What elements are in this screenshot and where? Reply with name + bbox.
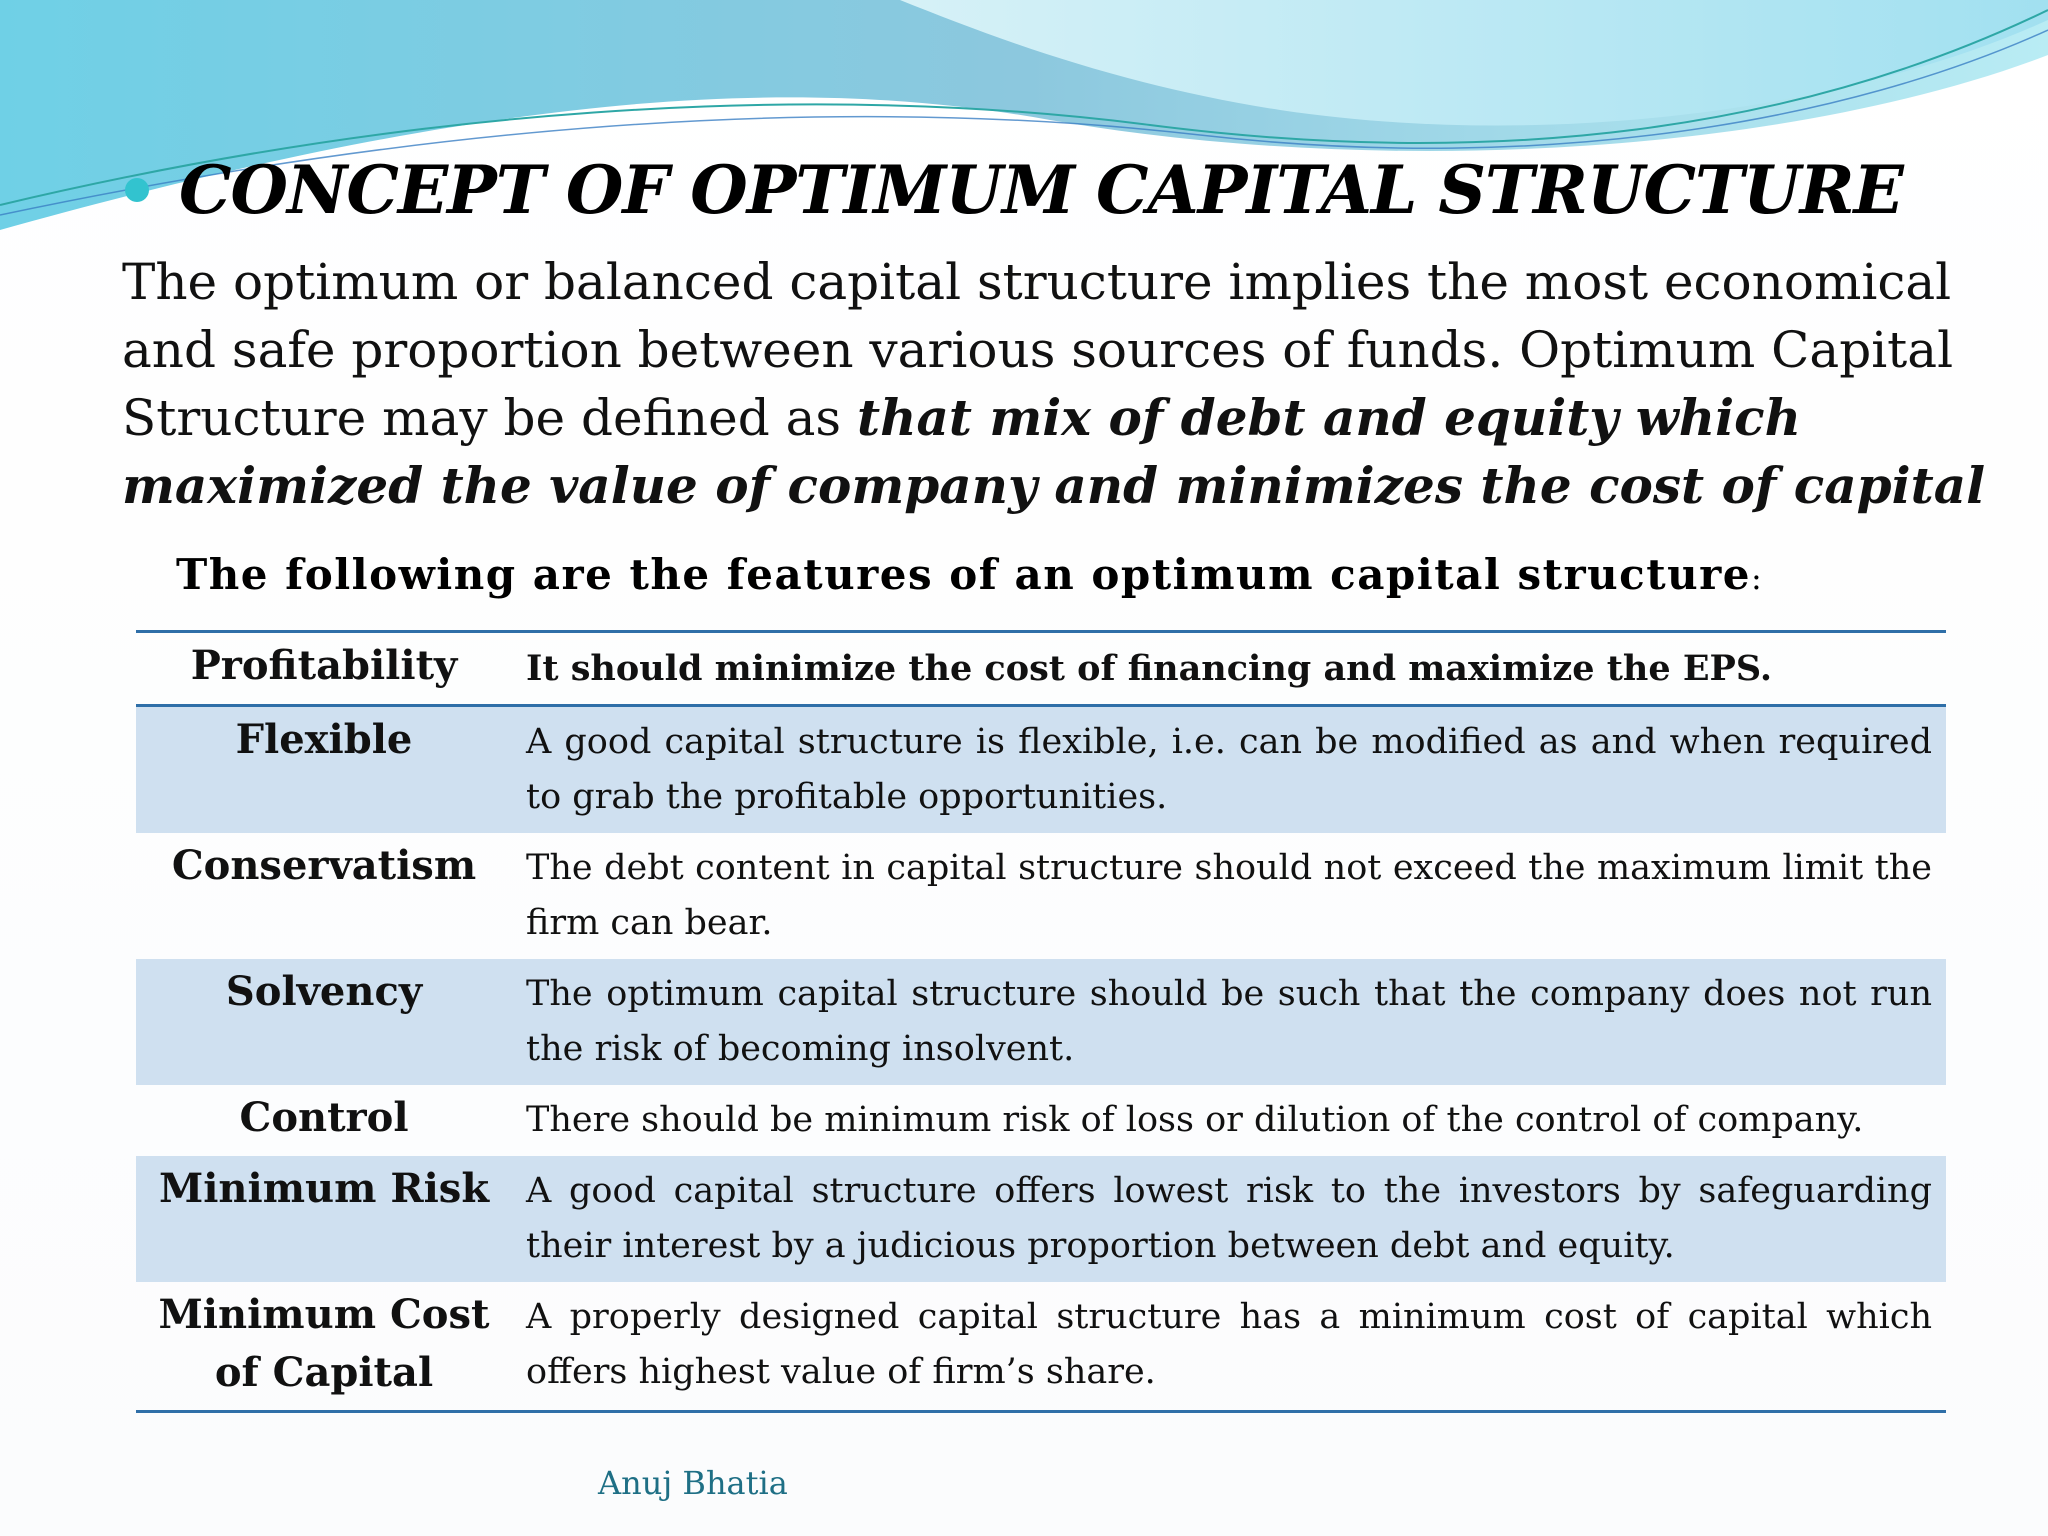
features-heading: [176, 550, 1876, 599]
feature-name: Minimum Risk: [136, 1156, 512, 1282]
intro-text: The optimum or balanced capital structure implies the most economical and safe proportion between various sources of funds. Optimum Capital Structure may be defined as: [122, 253, 1954, 447]
feature-name: Profitability: [136, 632, 512, 706]
feature-description: The optimum capital structure should be such that the company does not run the risk of becoming insolvent.: [512, 959, 1946, 1085]
feature-description: The debt content in capital structure should not exceed the maximum limit the firm can bear.: [526, 848, 1932, 943]
table-row: [136, 833, 1946, 959]
feature-description: A properly designed capital structure has a minimum cost of capital which offers highest value of firm’s share.: [526, 1297, 1932, 1392]
table-row: [136, 706, 1946, 834]
intro-paragraph: [122, 248, 2002, 520]
intro-emphasis: that mix of debt and equity which maximized the value of company and minimizes the cost of capital: [122, 388, 1986, 515]
table-row: [136, 959, 1946, 1085]
slide-title: CONCEPT OF OPTIMUM CAPITAL STRUCTURE: [179, 151, 1903, 229]
features-table: [136, 630, 1946, 1413]
features-heading-text: The following are the features of an optimum capital structure: [176, 550, 1752, 599]
table-row: [136, 1085, 1946, 1156]
feature-description: A good capital structure is flexible, i.e. can be modified as and when required to grab the profitable opportunities.: [512, 706, 1946, 834]
features-heading-colon: :: [1751, 559, 1762, 597]
title-row: [125, 150, 2005, 230]
feature-description: It should minimize the cost of financing and maximize the EPS.: [512, 632, 1946, 706]
table-row: [136, 632, 1946, 706]
feature-description: There should be minimum risk of loss or dilution of the control of company.: [526, 1100, 1864, 1140]
feature-description: A good capital structure offers lowest risk to the investors by safeguarding their interest by a judicious proportion between debt and equity.: [512, 1156, 1946, 1282]
feature-name: Conservatism: [171, 842, 477, 889]
feature-name: Solvency: [136, 959, 512, 1085]
feature-name: Flexible: [136, 706, 512, 834]
author-footer: Anuj Bhatia: [598, 1464, 788, 1502]
bullet-icon: [125, 178, 149, 202]
feature-name: Control: [239, 1094, 409, 1141]
table-row: [136, 1282, 1946, 1412]
feature-name: Minimum Cost of Capital: [158, 1291, 490, 1396]
table-row: [136, 1156, 1946, 1282]
